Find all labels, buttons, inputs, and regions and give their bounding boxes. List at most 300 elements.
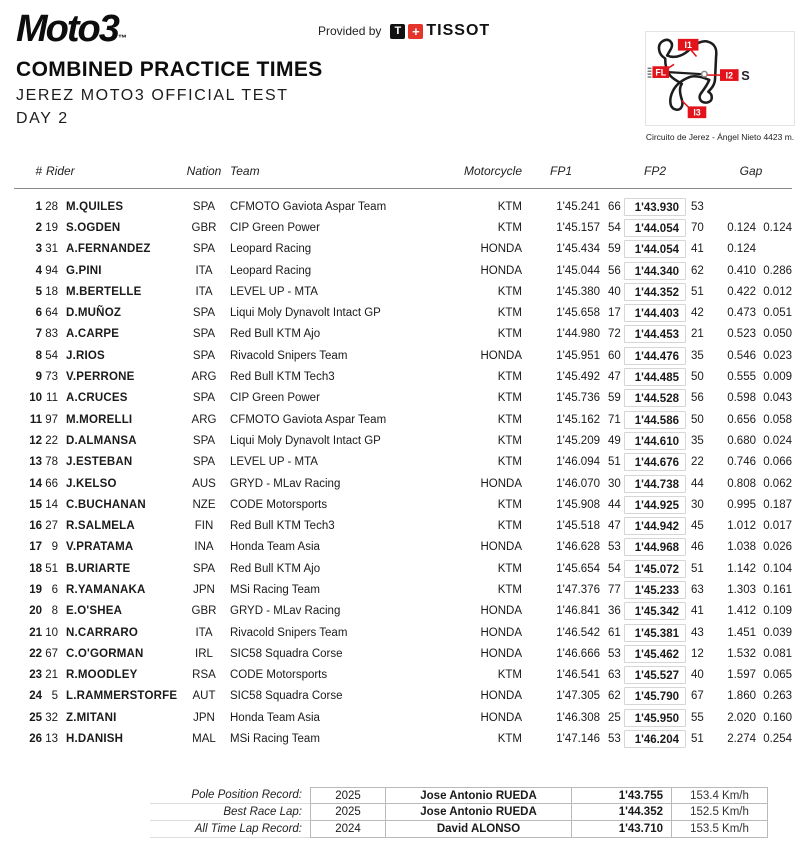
position-cell: 8 — [35, 349, 42, 362]
fp1-laps-cell: 63 — [608, 669, 621, 682]
provided-by-block — [318, 22, 490, 40]
motorcycle-cell: KTM — [497, 328, 522, 341]
position-cell: 14 — [29, 477, 42, 490]
col-header-motorcycle: Motorcycle — [463, 164, 522, 178]
rider-name-cell: M.MORELLI — [66, 413, 133, 426]
gap-first-cell: 0.473 — [727, 307, 756, 320]
nation-cell: NZE — [192, 498, 216, 511]
fp2-laps-cell: 22 — [691, 456, 704, 469]
position-cell: 19 — [29, 583, 42, 596]
rider-name-cell: L.RAMMERSTORFE — [66, 690, 178, 703]
tissot-wordmark: TISSOT — [426, 22, 491, 39]
gap-previous-cell: 0.263 — [763, 690, 792, 703]
team-cell: Rivacold Snipers Team — [230, 349, 348, 362]
moto3-logo-text: Moto3 — [16, 8, 118, 50]
gap-previous-cell: 0.081 — [763, 647, 792, 660]
nation-cell: AUS — [192, 477, 216, 490]
team-cell: Leopard Racing — [230, 243, 312, 256]
rider-number-cell: 54 — [45, 349, 58, 362]
record-year-cell: 2025 — [310, 804, 386, 821]
motorcycle-cell: KTM — [497, 221, 522, 234]
fp2-laps-cell: 41 — [691, 605, 704, 618]
nation-cell: JPN — [193, 711, 215, 724]
rider-number-cell: 27 — [45, 520, 58, 533]
position-cell: 12 — [29, 434, 42, 447]
gap-previous-cell: 0.043 — [763, 392, 792, 405]
motorcycle-cell: HONDA — [480, 243, 522, 256]
fp1-laps-cell: 51 — [608, 456, 621, 469]
motorcycle-cell: KTM — [497, 456, 522, 469]
gap-first-cell: 0.555 — [727, 371, 756, 384]
team-cell: Honda Team Asia — [230, 541, 320, 554]
circuit-map-box — [645, 31, 795, 126]
fp1-laps-cell: 44 — [608, 498, 621, 511]
table-row — [14, 643, 792, 664]
rider-name-cell: M.QUILES — [66, 200, 124, 213]
rider-number-cell: 13 — [45, 733, 58, 746]
rider-name-cell: B.URIARTE — [66, 562, 131, 575]
rider-number-cell: 32 — [45, 711, 58, 724]
fp1-laps-cell: 47 — [608, 371, 621, 384]
team-cell: Liqui Moly Dynavolt Intact GP — [230, 307, 381, 320]
table-row — [14, 494, 792, 515]
provided-by-label: Provided by — [318, 24, 382, 38]
gap-previous-cell: 0.104 — [763, 562, 792, 575]
gap-previous-cell: 0.066 — [763, 456, 792, 469]
position-cell: 7 — [35, 328, 42, 341]
fp2-time-cell: 1'44.676 — [624, 453, 686, 471]
moto3-logo — [16, 8, 127, 51]
circuit-caption: Circuito de Jerez - Ángel Nieto 4423 m. — [645, 132, 795, 142]
rider-number-cell: 67 — [45, 647, 58, 660]
fp2-time-cell: 1'44.453 — [624, 325, 686, 343]
fp1-time-cell: 1'44.980 — [556, 328, 600, 341]
gap-previous-cell: 0.017 — [763, 520, 792, 533]
nation-cell: FIN — [194, 520, 214, 533]
fp1-laps-cell: 25 — [608, 711, 621, 724]
table-row — [14, 409, 792, 430]
fp1-laps-cell: 56 — [608, 264, 621, 277]
fp2-time-cell: 1'45.527 — [624, 666, 686, 684]
finish-line-stripes — [648, 68, 652, 77]
gap-previous-cell: 0.050 — [763, 328, 792, 341]
position-cell: 10 — [29, 392, 42, 405]
gap-first-cell: 0.124 — [727, 221, 756, 234]
nation-cell: ITA — [195, 264, 213, 277]
fp2-laps-cell: 56 — [691, 392, 704, 405]
col-header-team: Team — [230, 164, 260, 178]
fp1-laps-cell: 77 — [608, 583, 621, 596]
nation-cell: GBR — [191, 221, 217, 234]
gap-first-cell: 0.746 — [727, 456, 756, 469]
table-row — [14, 260, 792, 281]
start-finish-straight — [668, 72, 700, 74]
team-cell: GRYD - MLav Racing — [230, 477, 341, 490]
rider-number-cell: 5 — [51, 690, 58, 703]
fp1-time-cell: 1'45.044 — [556, 264, 600, 277]
fp1-laps-cell: 71 — [608, 413, 621, 426]
position-cell: 9 — [35, 371, 42, 384]
motorcycle-cell: KTM — [497, 285, 522, 298]
fp2-time-cell: 1'44.738 — [624, 475, 686, 493]
fp2-laps-cell: 30 — [691, 498, 704, 511]
gap-previous-cell: 0.286 — [763, 264, 792, 277]
fp2-laps-cell: 51 — [691, 285, 704, 298]
rider-number-cell: 21 — [45, 669, 58, 682]
gap-first-cell: 0.422 — [727, 285, 756, 298]
fp1-time-cell: 1'46.841 — [556, 605, 600, 618]
gap-first-cell: 1.303 — [727, 583, 756, 596]
table-row — [14, 728, 792, 749]
fp2-time-cell: 1'44.968 — [624, 538, 686, 556]
fp2-laps-cell: 50 — [691, 371, 704, 384]
fp1-laps-cell: 47 — [608, 520, 621, 533]
speed-trap-label: S — [741, 67, 750, 83]
fp2-time-cell: 1'44.054 — [624, 240, 686, 258]
fp2-laps-cell: 21 — [691, 328, 704, 341]
fp2-time-cell: 1'44.340 — [624, 262, 686, 280]
fp2-laps-cell: 50 — [691, 413, 704, 426]
gap-previous-cell: 0.109 — [763, 605, 792, 618]
nation-cell: SPA — [192, 243, 216, 256]
event-subtitle: JEREZ MOTO3 OFFICIAL TEST — [16, 87, 289, 104]
position-cell: 15 — [29, 498, 42, 511]
rider-number-cell: 11 — [46, 392, 58, 405]
finish-line-label: FL — [655, 67, 667, 78]
day-label: DAY 2 — [16, 110, 69, 127]
rider-name-cell: V.PRATAMA — [66, 541, 134, 554]
gap-first-cell: 0.523 — [727, 328, 756, 341]
fp1-laps-cell: 40 — [608, 285, 621, 298]
fp1-time-cell: 1'46.541 — [556, 669, 600, 682]
fp1-time-cell: 1'45.518 — [556, 520, 600, 533]
position-cell: 5 — [35, 285, 42, 298]
fp2-time-cell: 1'44.610 — [624, 432, 686, 450]
gap-previous-cell: 0.009 — [763, 371, 792, 384]
table-row — [14, 281, 792, 302]
fp2-laps-cell: 55 — [691, 711, 704, 724]
fp1-laps-cell: 59 — [608, 243, 621, 256]
motorcycle-cell: KTM — [497, 498, 522, 511]
nation-cell: SPA — [192, 307, 216, 320]
record-year-cell: 2025 — [310, 787, 386, 804]
rider-number-cell: 19 — [45, 221, 58, 234]
rider-number-cell: 51 — [45, 562, 58, 575]
fp1-laps-cell: 54 — [608, 562, 621, 575]
record-holder-cell: Jose Antonio RUEDA — [386, 787, 572, 804]
motorcycle-cell: HONDA — [480, 690, 522, 703]
rider-number-cell: 14 — [45, 498, 58, 511]
gap-previous-cell: 0.065 — [763, 669, 792, 682]
position-cell: 23 — [29, 669, 42, 682]
rider-number-cell: 10 — [45, 626, 58, 639]
team-cell: Red Bull KTM Tech3 — [230, 520, 335, 533]
gap-first-cell: 1.038 — [727, 541, 756, 554]
rider-name-cell: Z.MITANI — [66, 711, 117, 724]
rider-number-cell: 9 — [51, 541, 58, 554]
fp1-laps-cell: 62 — [608, 690, 621, 703]
gap-first-cell: 1.860 — [727, 690, 756, 703]
motorcycle-cell: KTM — [497, 200, 522, 213]
gap-previous-cell: 0.254 — [763, 733, 792, 746]
position-cell: 16 — [29, 520, 42, 533]
fp2-time-cell: 1'44.403 — [624, 304, 686, 322]
record-time-cell: 1'43.755 — [572, 787, 672, 804]
start-finish-dot — [702, 71, 707, 76]
nation-cell: SPA — [192, 392, 216, 405]
fp2-time-cell: 1'44.586 — [624, 411, 686, 429]
fp2-time-cell: 1'44.476 — [624, 347, 686, 365]
rider-name-cell: R.MOODLEY — [66, 669, 138, 682]
fp2-time-cell: 1'43.930 — [624, 198, 686, 216]
fp2-laps-cell: 42 — [691, 307, 704, 320]
table-row — [14, 473, 792, 494]
nation-cell: ITA — [195, 626, 213, 639]
motorcycle-cell: KTM — [497, 434, 522, 447]
col-header-nation: Nation — [186, 164, 222, 178]
team-cell: LEVEL UP - MTA — [230, 285, 318, 298]
table-row — [14, 302, 792, 323]
fp1-time-cell: 1'45.658 — [556, 307, 600, 320]
fp2-time-cell: 1'45.462 — [624, 645, 686, 663]
table-row — [14, 345, 792, 366]
motorcycle-cell: KTM — [497, 583, 522, 596]
fp1-time-cell: 1'45.434 — [556, 243, 600, 256]
results-table-body — [14, 196, 792, 750]
team-cell: MSi Racing Team — [230, 733, 320, 746]
motorcycle-cell: HONDA — [480, 711, 522, 724]
table-row — [14, 388, 792, 409]
gap-previous-cell: 0.161 — [763, 583, 792, 596]
rider-number-cell: 31 — [45, 243, 58, 256]
fp2-time-cell: 1'45.072 — [624, 560, 686, 578]
rider-name-cell: C.O'GORMAN — [66, 647, 144, 660]
gap-previous-cell: 0.026 — [763, 541, 792, 554]
nation-cell: GBR — [191, 605, 217, 618]
motorcycle-cell: KTM — [497, 520, 522, 533]
trademark-symbol: ™ — [117, 33, 127, 43]
gap-first-cell: 0.808 — [727, 477, 756, 490]
rider-number-cell: 78 — [45, 456, 58, 469]
fp2-time-cell: 1'44.352 — [624, 283, 686, 301]
team-cell: Red Bull KTM Ajo — [230, 328, 321, 341]
fp1-time-cell: 1'46.628 — [556, 541, 600, 554]
fp1-laps-cell: 53 — [608, 541, 621, 554]
fp2-time-cell: 1'45.790 — [624, 687, 686, 705]
fp2-time-cell: 1'44.925 — [624, 496, 686, 514]
fp1-laps-cell: 53 — [608, 733, 621, 746]
rider-name-cell: H.DANISH — [66, 733, 124, 746]
col-header-fp1: FP1 — [549, 164, 572, 178]
record-speed-cell: 153.4 Km/h — [672, 787, 768, 804]
nation-cell: SPA — [192, 328, 216, 341]
position-cell: 1 — [35, 200, 42, 213]
position-cell: 20 — [29, 605, 42, 618]
rider-number-cell: 8 — [51, 605, 58, 618]
col-header-gap: Gap — [739, 164, 763, 178]
position-cell: 25 — [29, 711, 42, 724]
fp1-laps-cell: 49 — [608, 434, 621, 447]
rider-number-cell: 28 — [45, 200, 58, 213]
team-cell: Red Bull KTM Tech3 — [230, 371, 335, 384]
fp1-time-cell: 1'45.241 — [556, 200, 600, 213]
gap-first-cell: 1.012 — [727, 520, 756, 533]
gap-previous-cell: 0.051 — [763, 307, 792, 320]
nation-cell: SPA — [192, 349, 216, 362]
record-holder-cell: Jose Antonio RUEDA — [386, 804, 572, 821]
nation-cell: INA — [194, 541, 214, 554]
table-row — [14, 452, 792, 473]
rider-name-cell: S.OGDEN — [66, 221, 121, 234]
gap-first-cell: 1.597 — [727, 669, 756, 682]
team-cell: Honda Team Asia — [230, 711, 320, 724]
fp2-laps-cell: 45 — [691, 520, 704, 533]
motorcycle-cell: KTM — [497, 669, 522, 682]
circuit-map — [645, 31, 795, 142]
team-cell: CIP Green Power — [230, 392, 320, 405]
fp1-time-cell: 1'45.951 — [556, 349, 600, 362]
fp2-laps-cell: 43 — [691, 626, 704, 639]
fp2-laps-cell: 44 — [691, 477, 704, 490]
team-cell: GRYD - MLav Racing — [230, 605, 341, 618]
position-cell: 22 — [29, 647, 42, 660]
team-cell: SIC58 Squadra Corse — [230, 647, 343, 660]
fp2-laps-cell: 63 — [691, 583, 704, 596]
rider-number-cell: 94 — [45, 264, 58, 277]
rider-name-cell: R.SALMELA — [66, 520, 135, 533]
fp1-laps-cell: 17 — [608, 307, 621, 320]
record-holder-cell: David ALONSO — [386, 821, 572, 838]
record-time-cell: 1'43.710 — [572, 821, 672, 838]
fp1-laps-cell: 30 — [608, 477, 621, 490]
nation-cell: SPA — [192, 456, 216, 469]
gap-previous-cell: 0.024 — [763, 434, 792, 447]
fp1-time-cell: 1'45.162 — [556, 413, 600, 426]
fp1-laps-cell: 72 — [608, 328, 621, 341]
nation-cell: IRL — [195, 647, 213, 660]
col-header-pos: # — [35, 164, 42, 178]
rider-name-cell: A.CRUCES — [66, 392, 128, 405]
motorcycle-cell: HONDA — [480, 477, 522, 490]
gap-first-cell: 0.124 — [727, 243, 756, 256]
fp2-laps-cell: 41 — [691, 243, 704, 256]
table-row — [14, 537, 792, 558]
fp1-time-cell: 1'46.542 — [556, 626, 600, 639]
nation-cell: ARG — [191, 413, 217, 426]
motorcycle-cell: HONDA — [480, 264, 522, 277]
position-cell: 13 — [29, 456, 42, 469]
fp1-laps-cell: 66 — [608, 200, 621, 213]
rider-number-cell: 83 — [45, 328, 58, 341]
fp1-time-cell: 1'47.146 — [556, 733, 600, 746]
fp2-laps-cell: 46 — [691, 541, 704, 554]
nation-cell: RSA — [192, 669, 216, 682]
rider-name-cell: A.FERNANDEZ — [66, 243, 151, 256]
rider-number-cell: 64 — [45, 307, 58, 320]
rider-number-cell: 18 — [45, 285, 58, 298]
fp2-time-cell: 1'46.204 — [624, 730, 686, 748]
motorcycle-cell: HONDA — [480, 626, 522, 639]
motorcycle-cell: KTM — [497, 371, 522, 384]
col-header-rider: Rider — [46, 164, 75, 178]
fp1-time-cell: 1'47.305 — [556, 690, 600, 703]
team-cell: Rivacold Snipers Team — [230, 626, 348, 639]
position-cell: 18 — [29, 562, 42, 575]
table-row — [14, 579, 792, 600]
fp2-laps-cell: 51 — [691, 562, 704, 575]
fp2-time-cell: 1'44.054 — [624, 219, 686, 237]
fp1-time-cell: 1'45.736 — [556, 392, 600, 405]
fp2-laps-cell: 51 — [691, 733, 704, 746]
fp1-time-cell: 1'47.376 — [556, 583, 600, 596]
position-cell: 6 — [35, 307, 42, 320]
gap-first-cell: 2.274 — [727, 733, 756, 746]
rider-number-cell: 66 — [45, 477, 58, 490]
rider-name-cell: J.ESTEBAN — [66, 456, 133, 469]
table-row — [14, 665, 792, 686]
page-title: COMBINED PRACTICE TIMES — [16, 58, 323, 81]
table-row — [14, 601, 792, 622]
position-cell: 24 — [29, 690, 42, 703]
fp1-time-cell: 1'45.209 — [556, 434, 600, 447]
fp2-time-cell: 1'44.942 — [624, 517, 686, 535]
rider-name-cell: D.ALMANSA — [66, 434, 137, 447]
fp2-laps-cell: 35 — [691, 349, 704, 362]
fp2-laps-cell: 67 — [691, 690, 704, 703]
position-cell: 3 — [35, 243, 42, 256]
record-label: Best Race Lap: — [150, 804, 310, 821]
fp2-laps-cell: 53 — [691, 200, 704, 213]
record-label: All Time Lap Record: — [150, 821, 310, 838]
table-row — [14, 324, 792, 345]
fp2-time-cell: 1'45.950 — [624, 709, 686, 727]
rider-name-cell: G.PINI — [66, 264, 102, 277]
fp1-time-cell: 1'45.157 — [556, 221, 600, 234]
team-cell: CFMOTO Gaviota Aspar Team — [230, 413, 387, 426]
position-cell: 2 — [35, 221, 42, 234]
table-row — [14, 686, 792, 707]
sector-i1-label: I1 — [684, 40, 692, 51]
table-row — [14, 217, 792, 238]
motorcycle-cell: KTM — [497, 307, 522, 320]
gap-first-cell: 1.532 — [727, 647, 756, 660]
swiss-cross-icon: + — [408, 24, 423, 39]
fp1-laps-cell: 59 — [608, 392, 621, 405]
rider-number-cell: 97 — [45, 413, 58, 426]
table-row — [14, 622, 792, 643]
team-cell: CODE Motorsports — [230, 669, 328, 682]
rider-number-cell: 73 — [45, 371, 58, 384]
table-row — [14, 707, 792, 728]
motorcycle-cell: HONDA — [480, 647, 522, 660]
nation-cell: ARG — [191, 371, 217, 384]
fp2-time-cell: 1'45.381 — [624, 624, 686, 642]
nation-cell: SPA — [192, 200, 216, 213]
col-header-fp2: FP2 — [643, 164, 666, 178]
motorcycle-cell: KTM — [497, 413, 522, 426]
team-cell: Leopard Racing — [230, 264, 312, 277]
gap-first-cell: 1.451 — [727, 626, 756, 639]
fp1-laps-cell: 60 — [608, 349, 621, 362]
gap-first-cell: 0.995 — [727, 498, 756, 511]
rider-name-cell: R.YAMANAKA — [66, 583, 146, 596]
fp1-time-cell: 1'46.308 — [556, 711, 600, 724]
position-cell: 17 — [29, 541, 42, 554]
rider-name-cell: A.CARPE — [66, 328, 120, 341]
team-cell: Liqui Moly Dynavolt Intact GP — [230, 434, 381, 447]
fp1-time-cell: 1'46.070 — [556, 477, 600, 490]
fp1-laps-cell: 61 — [608, 626, 621, 639]
